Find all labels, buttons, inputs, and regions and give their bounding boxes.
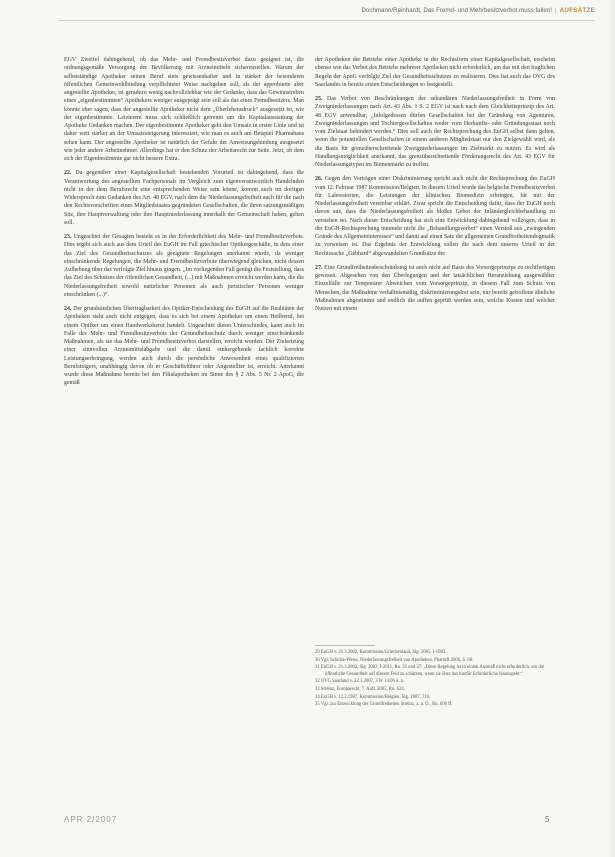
paragraph	[64, 56, 304, 163]
footnotes	[315, 645, 555, 710]
header-authors-title: Dochmann/Reinhardt, Das Fremd- und Mehrbesitzverbot muss fallen!	[361, 7, 552, 14]
paragraph-text: der Apotheken der Betriebe einer Apotheke in der Rechtsform einer Kapitalgesellschaft, erscheint ebenso wie das Verbot des Betriebs mehrerer Apotheken nicht erforderlich, um das mit den fraglichen Regeln der ApoG verfolgte Ziel der Gesundheitsschutzes zu realisieren. Dies hat auch das OVG des Saarlandes in bereits ersten Entscheidungen so festgestellt.	[315, 57, 555, 88]
footnote: 32 OVG Saarland v. 22.1.2007, 3 W 14/06 u. a.	[315, 679, 404, 685]
paragraph	[315, 56, 555, 89]
paragraph-number: 25.	[315, 96, 323, 102]
footnote: 29 EuGH v. 21.3.2002, Kommission/Griechenland, Slg. 2005, I-1983.	[315, 650, 447, 655]
running-header	[310, 7, 595, 19]
paragraph	[64, 233, 304, 299]
paragraph-text: Ungeachtet der Gesagten besteht es in der Erforderlichkeit des Mehr- und Fremdbesitzverbots. Dies ergibt sich auch aus dem Urteil des EuGH im Fall griechischer Optikergeschäfte, in dem einer das Ziel des Gesundheitsschutzes als geeignete Regelungen anerkannt wurde, da weniger einschränkende Regelungen, die Mehr- und Fremdbesitzverbote überwiegend gleichen, nicht dessen Aufhebung über das verfolgte Ziel hinaus gingen. „Im vorliegenden Fall genügt die Feststellung, dass das Ziel des Schutzes der öffentlichen Gesundheit, (...) mit Maßnahmen erreicht werden kann, die die Niederlassungsfreiheit sowohl natürlicher Personen als auch juristischer Personen weniger einschränken (...)“.	[64, 234, 304, 298]
paragraph-text: Eine Grundfreiheitenbeschränkung ist auch nicht auf Basis des Vorsorgeprinzips zu rechtfertigen gewesen. Abgesehen von den Überlegungen und der tatsächlichen Heranziehung ausgewählter Einzelfälle zur Temporärer Abweichen vom Vorsorgeprinzip, in diesem Fall zum Schutz von Menschen, die Maßnahme verhältnismäßig, diskriminierungsfrei sein, nur bereits getroffene ähnliche Maßnahmen abgestimmt und endlich die auffen geprüft werden sein, welche Kosten und welcher Nutzen mit einem	[315, 264, 555, 312]
footnote: 30 Vgl. Schulze-Weiss, Niederlassungsfreiheit von Apotheken, PharmR 2006, S. 68.	[315, 657, 474, 663]
journal-footer: APR 2/2007	[64, 815, 118, 824]
footnote: 35 Vgl. zur Entwicklung der Grundfreiheiten Streinz, a. a. O., Rn. 690 ff.	[315, 702, 453, 708]
paragraph-number: 27.	[315, 264, 323, 271]
paragraph	[64, 169, 304, 227]
paragraph-text: Da gegenüber einer Kapitalgesellschaft bestehenden Vorurteil ist dahingehend, dass die Verantwortung des angestellten Fachpersonals im Vergleich zum eigenverantwortlich Handelnden nicht in der dem Berufsrecht eine entsprechenden Weise sein könne, kommt auch im dortigen Widerspruch zum Gedanken des Art. 48 EGV, nach dem die Niederlassungsfreiheit auch für die nach den Rechtsvorschriften eines Mitgliedstaates gegründeten Gesellschaften, die ihren satzungsmäßigen Sitz, ihre Hauptverwaltung oder ihre Hauptniederlassung innerhalb der Gemeinschaft haben, gelten soll.	[64, 170, 304, 226]
paragraph-text: Gegen den Vorträgen einer Diskriminierung spricht auch nicht die Rechtsprechung des EuGH vom 12. Februar 1987 Kommission/Belgien. In diesem Urteil wurde das belgische Fremdbesitzverbot für Laboratorien, die Leistungen der klinischen Biomedizin erbringen, für mit der Niederlassungsfreiheit vereinbar erklärt. Zwar spricht die Entscheidung dafür, dass der EuGH noch davon aus, dass die Niederlassungsfreiheit als bloßes Gebot der Inländergleichbehandlung zu verstehen sei. Nach dieser Entscheidung hat sich eine Entwicklung dahingehend vollzogen, dass in der EuGH-Rechtsprechung nunmehr nicht die „Behandlungsverbot“ einen Verstoß aus „zwingenden Gründe des Allgemeininteresses“ und damit auf einen Satz der allgemeinen Grundfreiheitendogmatik zu verweisen ist. Das Ergebnis der Entwicklung sollen die nach dem unseres Urteil in der Rechtssache „Gebhard“ abgewandelten Grundsätze der	[315, 176, 555, 257]
paragraph-number: 26.	[315, 176, 323, 183]
paragraph	[64, 305, 304, 388]
page-number: 5	[545, 815, 550, 824]
left-column	[64, 56, 304, 830]
paragraph	[315, 95, 555, 169]
paragraph-number: 23.	[64, 234, 72, 240]
paragraph	[315, 175, 555, 258]
paragraph-text: Das Verbot von Beschränkungen der sekundären Niederlassungsfreiheit in Form von Zweigniederlassungen nach Art. 43 Abs. 1 S. 2 EGV ist nach nach dem Gleichheitsprinzip des Art. 48 EGV anwendbar, „Infolgedessen dürfen Gesellschaften bei der Gründung von Agenturen, Zweigniederlassungen und Tochtergesellschaften weder vom Herkunfts- oder Gründungsstaat noch vom Zielstaat behindert werden.“ Dies soll auch der Rechtsprechung des EuGH selbst dann gelten, wenn die potentiellen Gesellschaften in einem anderen Mitgliedstaat nur den Zielgewählt wird, als die Basis für grenzüberschreitende Zweigniederlassungen im Zielmarkt zu nutzen. Es wird als Handlungsmöglichkeit anerkannt, das grenzüberschreitende Förderungsrecht des Art. 43 EGV für Niederlassungstypen im Binnenmarkt zu treffen.	[315, 96, 555, 168]
header-rule	[58, 20, 595, 21]
paragraph-text: Der grundsätzlichen Übertragbarkeit des Optiker-Entscheidung des EuGH auf die Realitäten der Apotheken steht auch nicht entgegen, dass es sich bei einem Apotheker um einen Heilberuf, bei einem Optiker um einen Handwerksberuf handelt. Ungeachtet dieses Unterschiedes, kann auch im Falle des Mehr- und Fremdbesitzverbots der Gesundheitsschutz durch weniger einschränkende Maßnahmen, als sie das Mehr- und Fremdbesitzverbot darstellen, erreicht werden. Der Zielsetzung einer sinnvollen Arzneimittelabgabe und die damit einhergehende fachlich korrekte Leistungserbringung, werden auch durch die persönliche Anwesenheit eines qualifizierten Berufsträgers, unabhängig davon ob er Geschäftsführer oder Angestellter ist, erreicht. Anerkannt wurde diese Maßnahme bereits bei den Filialapotheken im Sinne des § 2 Abs. 5 Nr. 2 ApoG, die gemäß	[64, 306, 304, 387]
footnote: 31 EuGH v. 21.3.2002, Slg. 2002, I-2011, Rn. 35 und 37: „Diese Regelung ist in einem Ausmaß nicht erforderlich, um die öffentliche Gesundheit auf diesem Feld zu schützen, wenn sie über das hierfür Erforderliche hinausgeht.“	[315, 665, 545, 677]
right-column	[315, 56, 555, 641]
paragraph	[315, 264, 555, 314]
paragraph-text: EGV Zweifel dahingehend, ob das Mehr- und Fremdbesitzverbot dazu geeignet ist, die ordnungsgemäße Versorgung der Bevölkerung mit Arzneimitteln sicherzustellen. Warum der selbstständige Apotheker seinen Beruf stets gewissenhafter und in stärker der besonderen öffentlichen Gemeinwohlbindung verpflichteter Weise nachgehen soll, als der approbierte aber angestellte Apotheker, ist geradezu wenig nachvollziehbar wie der Gedanke, dass das Gewinnstreben eines „eigenbestimmten“ Apothekers weniger ausgeprägt sein soll als das eines Fremdbesitzers. Man könnte eher sagen, dass der angestellte Apotheker nicht dem „Überlebensdruck“ ausgesetzt ist, wie der eigenbestimmte. Letzterem muss sich schließlich getrennt um die Kapitalausstattung der Apotheke Gedanken machen. Der eigenbestimmte Apotheker geht den Umsatz in erster Linie und ist daher weit stärker an der Umsatzsteigerung interessiert, wie man es auch am Beispiel Pharmahaus sehen kann. Der angestellte Apotheker ist natürlich der Gefahr der Anweisungsbindung ausgesetzt wie jeder andere Arbeitnehmer. Allerdings hat er den Schutz der Arbeitsrecht zur Seite. Jetzt, ob dem sich der Eigenbestimmte gar nicht bessere Extra.	[64, 57, 304, 162]
header-section: AUFSÄTZE	[559, 7, 595, 14]
footnote: 33 Streinz, Europarecht, 7. Aufl. 2005, Rn. 624.	[315, 686, 405, 692]
page-edge-shadow	[607, 0, 615, 857]
footnote-rule	[315, 645, 375, 646]
header-separator: |	[554, 7, 557, 14]
paragraph-number: 22.	[64, 170, 72, 177]
footnote: 34 EuGH v. 12.2.1987, Kommission/Belgien, Slg. 1987, 719.	[315, 694, 431, 700]
paragraph-number: 24.	[64, 306, 72, 312]
